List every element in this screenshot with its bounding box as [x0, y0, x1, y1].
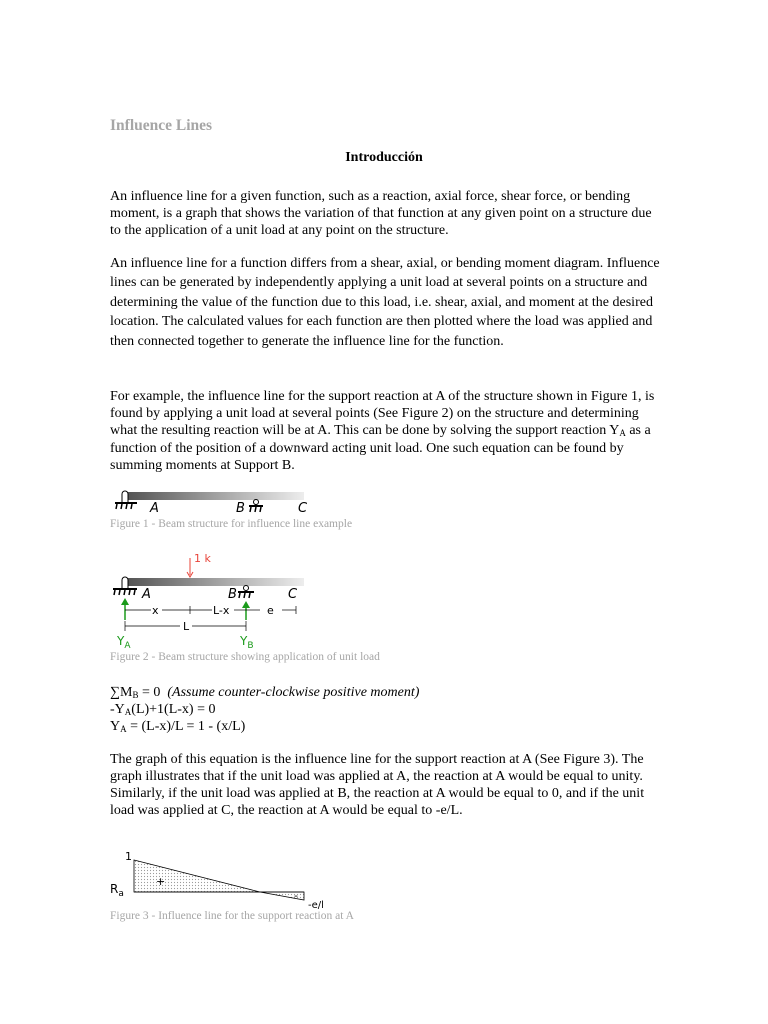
- label-a: A: [150, 501, 159, 516]
- equation-3: $Y_A = (L-x)/L = 1 - (x/L)$: [110, 719, 246, 734]
- figure-3-caption: Figure 3 - Influence line for the support reaction at A: [110, 910, 354, 922]
- dim-e: e: [267, 604, 274, 617]
- reaction-arrow-b: [242, 601, 250, 620]
- dim-l: L: [183, 620, 190, 633]
- label-b: B: [228, 587, 237, 602]
- unit-load-arrow: [187, 558, 193, 577]
- paragraph-2: An influence line for a function differs from a shear, axial, or bending moment diagram. Influence lines can be generated by independently applying a unit load at several points on a structure and determining the value of the function due to this load, i.e. shear, axial, and moment at the desired location. The calculated values for each function are then plotted where the load was applied and then connected together to generate the influence line for the function.: [110, 256, 660, 349]
- unit-load-label: 1 k: [194, 552, 211, 565]
- label-b: B: [236, 501, 245, 516]
- dim-l-minus-x: L-x: [213, 604, 230, 617]
- paragraph-3-text-b: as a function of the position of a downward acting unit load. One such equation can be found by summing moments at Support B.: [110, 423, 651, 473]
- reaction-arrow-a: [121, 598, 129, 620]
- positive-sign: +: [156, 875, 166, 888]
- page-title: Influence Lines: [110, 117, 213, 134]
- paragraph-3-subscript: A: [619, 428, 626, 438]
- figure-3-influence-line: [110, 848, 340, 912]
- figure-1-caption: Figure 1 - Beam structure for influence line example: [110, 518, 353, 530]
- reaction-label-ya: $Y_A$: [117, 634, 131, 651]
- ra-label: $R_a$: [110, 882, 124, 899]
- label-c: C: [288, 587, 298, 602]
- label-a: A: [142, 587, 151, 602]
- dim-x: x: [152, 604, 159, 617]
- beam: [128, 578, 304, 586]
- neg-value-label: -e/l: [308, 900, 324, 911]
- figure-2-beam-load: [110, 548, 310, 652]
- beam: [128, 492, 304, 500]
- figure-2-caption: Figure 2 - Beam structure showing application of unit load: [110, 651, 380, 663]
- label-c: C: [298, 501, 308, 516]
- reaction-label-yb: $Y_B$: [240, 634, 254, 651]
- paragraph-3: [110, 388, 660, 474]
- equation-2: $-Y_A(L)+1(L-x) = 0$: [110, 702, 216, 717]
- positive-region: [134, 860, 260, 892]
- value-one-label: 1: [125, 850, 132, 863]
- roller-support-b: [238, 586, 254, 599]
- paragraph-3-text-a: For example, the influence line for the support reaction at A of the structure shown in Figure 1, is found by applying a unit load at several points (See Figure 2) on the structure and determining what the resulting reaction will be at A. This can be done by solving the support reaction Y: [110, 389, 655, 438]
- paragraph-4: The graph of this equation is the influence line for the support reaction at A (See Figure 3). The graph illustrates that if the unit load was applied at A, the reaction at A would be equal to unity. Similarly, if the unit load was applied at B, the reaction at A would be equal to 0, and if the unit load was applied at C, the reaction at A would be equal to -e/L.: [110, 752, 645, 818]
- figure-1-beam: [110, 488, 310, 518]
- equation-1: $\sum M_B = 0$ (Assume counter-clockwise positive moment): [110, 685, 420, 700]
- section-subtitle: Introducción: [345, 150, 423, 165]
- roller-support-b: [249, 500, 263, 513]
- paragraph-1: An influence line for a given function, such as a reaction, axial force, shear force, or bending moment, is a graph that shows the variation of that function at any given point on a structure due to the application of a unit load at any point on the structure.: [110, 189, 652, 238]
- negative-sign: -: [294, 889, 298, 902]
